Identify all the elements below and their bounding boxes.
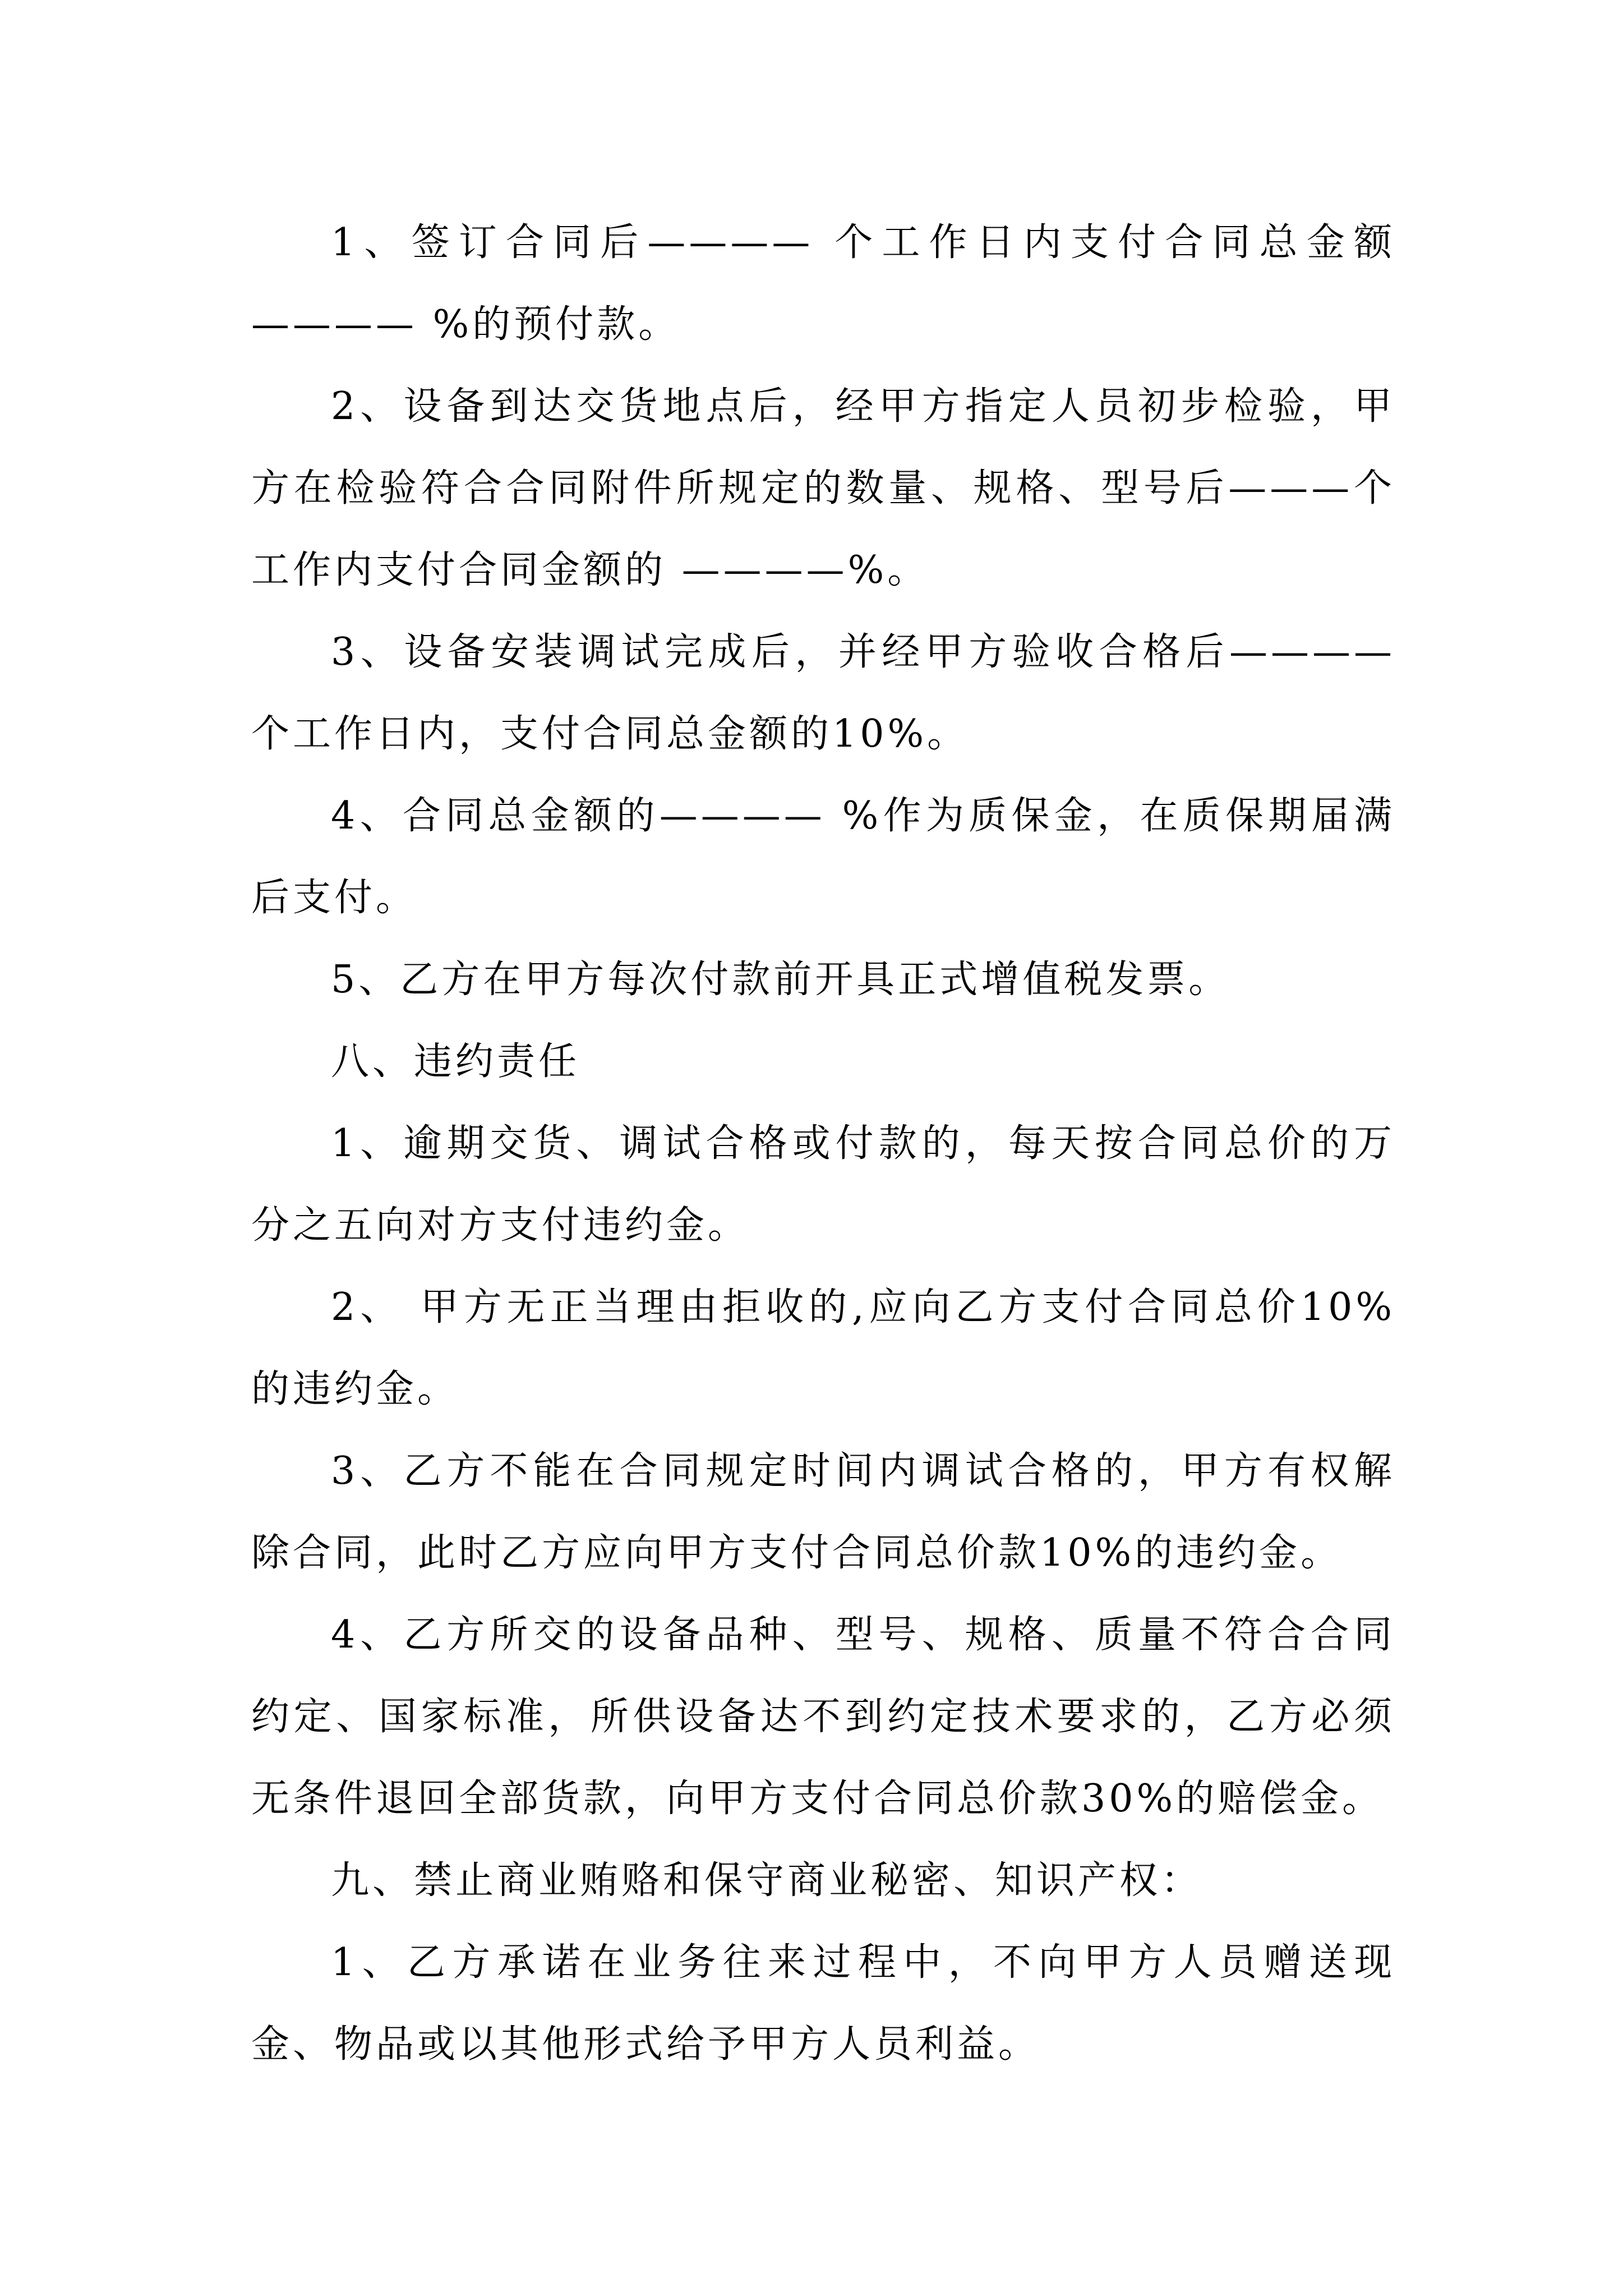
payment-clause-4: 4、合同总金额的———— %作为质保金，在质保期届满后支付。 xyxy=(251,794,1395,920)
section-heading-anti-bribery: 九、禁止商业贿赂和保守商业秘密、知识产权： xyxy=(331,1858,1203,1903)
payment-clause-5: 5、乙方在甲方每次付款前开具正式增值税发票。 xyxy=(331,958,1230,1002)
payment-clause-2: 2、设备到达交货地点后，经甲方指定人员初步检验，甲方在检验符合合同附件所规定的数量、规格、型号后———个工作内支付合同金额的 ————%。 xyxy=(251,384,1395,592)
breach-clause-4: 4、乙方所交的设备品种、型号、规格、质量不符合合同约定、国家标准，所供设备达不到约定技术要求的，乙方必须无条件退回全部货款，向甲方支付合同总价款30%的赔偿金。 xyxy=(251,1613,1395,1821)
section-heading-breach-liability: 八、违约责任 xyxy=(331,1039,580,1084)
breach-clause-1: 1、逾期交货、调试合格或付款的，每天按合同总价的万分之五向对方支付违约金。 xyxy=(251,1121,1395,1248)
breach-clause-3: 3、乙方不能在合同规定时间内调试合格的，甲方有权解除合同，此时乙方应向甲方支付合同总价款10%的违约金。 xyxy=(251,1449,1395,1575)
payment-clause-3: 3、设备安装调试完成后，并经甲方验收合格后———— 个工作日内，支付合同总金额的10%。 xyxy=(251,630,1395,756)
anti-bribery-clause-1: 1、乙方承诺在业务往来过程中，不向甲方人员赠送现金、物品或以其他形式给予甲方人员利益。 xyxy=(251,1940,1395,2067)
payment-clause-1: 1、签订合同后———— 个工作日内支付合同总金额———— %的预付款。 xyxy=(251,220,1395,347)
breach-clause-2: 2、 甲方无正当理由拒收的,应向乙方支付合同总价10%的违约金。 xyxy=(251,1285,1395,1411)
document-body xyxy=(251,202,1395,2086)
